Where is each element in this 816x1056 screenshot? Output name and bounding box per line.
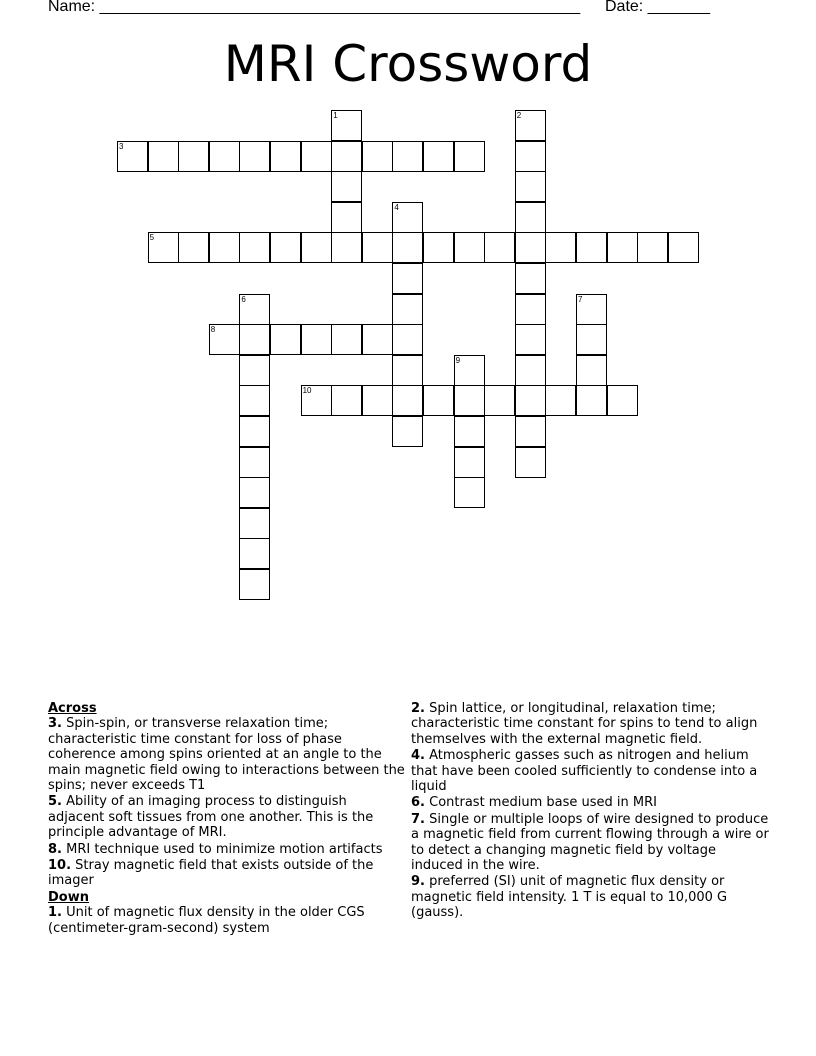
clue-number: 4.: [411, 748, 425, 764]
grid-cell[interactable]: [209, 324, 240, 355]
grid-cell[interactable]: [392, 324, 423, 355]
grid-cell[interactable]: [668, 232, 699, 263]
grid-cell[interactable]: [270, 232, 301, 263]
grid-cell[interactable]: [576, 232, 607, 263]
grid-cell[interactable]: [423, 385, 454, 416]
clue-text: Spin-spin, or transverse relaxation time; characteristic time constant for loss of phase coherence among spins oriented at an angle to the main magnetic field owing to interactions between the spins; never exceeds T1: [48, 716, 405, 794]
grid-cell[interactable]: [515, 141, 546, 172]
grid-cell[interactable]: [301, 141, 332, 172]
grid-cell[interactable]: [392, 416, 423, 447]
grid-cell[interactable]: [515, 263, 546, 294]
grid-cell[interactable]: [392, 202, 423, 233]
grid-cell[interactable]: [178, 232, 209, 263]
grid-cell[interactable]: [515, 171, 546, 202]
grid-cell[interactable]: [515, 355, 546, 386]
grid-cell[interactable]: [392, 263, 423, 294]
clue-down-4: [411, 748, 771, 794]
date-label: Date:: [605, 0, 644, 15]
cell-number: 1: [333, 111, 338, 120]
grid-cell[interactable]: [392, 294, 423, 325]
clue-text: Unit of magnetic flux density in the older CGS (centimeter-gram-second) system: [48, 905, 365, 936]
grid-cell[interactable]: [362, 232, 393, 263]
grid-cell[interactable]: [239, 477, 270, 508]
grid-cell[interactable]: [454, 447, 485, 478]
cell-number: 3: [119, 141, 124, 151]
grid-cell[interactable]: [392, 141, 423, 172]
cell-number: 7: [578, 294, 583, 304]
grid-cell[interactable]: [545, 385, 576, 416]
grid-cell[interactable]: [239, 294, 270, 325]
grid-cell[interactable]: [301, 232, 332, 263]
clues-right-column: [411, 701, 771, 922]
grid-cell[interactable]: [454, 141, 485, 172]
across-heading: Across: [48, 701, 97, 716]
clue-across-3: [48, 716, 406, 793]
grid-cell[interactable]: [331, 385, 362, 416]
clue-number: 2.: [411, 701, 425, 716]
grid-cell[interactable]: [331, 324, 362, 355]
clue-number: 5.: [48, 794, 62, 810]
clue-number: 8.: [48, 841, 62, 857]
clue-text: MRI technique used to minimize motion artifacts: [66, 841, 383, 857]
grid-cell[interactable]: [209, 141, 240, 172]
grid-cell[interactable]: [239, 538, 270, 569]
grid-cell[interactable]: [484, 385, 515, 416]
grid-cell[interactable]: [331, 141, 362, 172]
clue-text: Ability of an imaging process to distinguish adjacent soft tissues from one another. This is the principle advantage of MRI.: [48, 794, 374, 841]
grid-cell[interactable]: [576, 294, 607, 325]
grid-cell[interactable]: [515, 385, 546, 416]
grid-cell[interactable]: [239, 447, 270, 478]
cell-number: 8: [210, 325, 216, 335]
grid-cell[interactable]: [209, 232, 240, 263]
clue-number: 6.: [411, 795, 425, 811]
grid-cell[interactable]: [454, 385, 485, 416]
grid-cell[interactable]: [576, 385, 607, 416]
clue-number: 9.: [411, 874, 425, 890]
clue-text: Contrast medium base used in MRI: [429, 795, 657, 811]
clue-text: preferred (SI) unit of magnetic flux density or magnetic field intensity. 1 T is equal to 10,000 G (gauss).: [411, 874, 728, 921]
clue-text: Spin lattice, or longitudinal, relaxation time; characteristic time constant for spins to tend to align themselves with the external magnetic field.: [411, 701, 758, 747]
grid-cell[interactable]: [607, 232, 638, 263]
grid-cell[interactable]: [576, 355, 607, 386]
clue-down-2: [411, 701, 771, 747]
grid-cell[interactable]: [239, 141, 270, 172]
cell-number: 10: [302, 386, 312, 396]
cell-number: 6: [241, 294, 246, 304]
grid-cell[interactable]: [270, 141, 301, 172]
grid-cell[interactable]: [301, 385, 332, 416]
grid-cell[interactable]: [239, 416, 270, 447]
grid-cell[interactable]: [607, 385, 638, 416]
clue-down-6: [411, 795, 771, 810]
cell-number: 2: [516, 111, 522, 120]
grid-cell[interactable]: [423, 141, 454, 172]
clue-down-7: [411, 812, 771, 874]
clue-text: Atmospheric gasses such as nitrogen and helium that have been cooled sufficiently to condense into a liquid: [411, 748, 758, 795]
grid-cell[interactable]: [515, 294, 546, 325]
date-blank: _______: [647, 0, 710, 15]
cell-number: 5: [149, 233, 155, 243]
name-label: Name:: [48, 0, 96, 15]
grid-cell[interactable]: [239, 232, 270, 263]
clue-across-8: [48, 842, 406, 857]
grid-cell[interactable]: [301, 324, 332, 355]
clue-number: 1.: [48, 905, 62, 921]
grid-cell[interactable]: [392, 385, 423, 416]
grid-cell[interactable]: [362, 385, 393, 416]
grid-cell[interactable]: [454, 232, 485, 263]
grid-cell[interactable]: [331, 232, 362, 263]
grid-cell[interactable]: [148, 141, 179, 172]
clue-down-9: [411, 874, 771, 920]
name-blank: ______________________________________________________: [99, 0, 581, 15]
grid-cell[interactable]: [331, 202, 362, 233]
grid-cell[interactable]: [454, 355, 485, 386]
grid-cell[interactable]: [239, 569, 270, 600]
grid-cell[interactable]: [270, 324, 301, 355]
clue-number: 10.: [48, 858, 72, 874]
grid-cell[interactable]: [331, 110, 362, 141]
cell-number: 4: [394, 202, 399, 212]
page-title: MRI Crossword: [223, 35, 593, 93]
down-heading: Down: [48, 889, 89, 905]
grid-cell[interactable]: [545, 232, 576, 263]
grid-cell[interactable]: [515, 447, 546, 478]
grid-cell[interactable]: [331, 171, 362, 202]
clues-left-column: [48, 701, 406, 937]
clue-down-1: [48, 905, 406, 936]
grid-cell[interactable]: [515, 416, 546, 447]
grid-cell[interactable]: [515, 202, 546, 233]
grid-cell[interactable]: [515, 110, 546, 141]
grid-cell[interactable]: [576, 324, 607, 355]
grid-cell[interactable]: [148, 232, 179, 263]
grid-cell[interactable]: [178, 141, 209, 172]
grid-cell[interactable]: [515, 324, 546, 355]
clue-across-10: [48, 858, 406, 889]
grid-cell[interactable]: [392, 232, 423, 263]
grid-cell[interactable]: [117, 141, 148, 172]
clue-text: Single or multiple loops of wire designed to produce a magnetic field from current flowing through a wire or to detect a changing magnetic field by voltage induced in the wire.: [411, 811, 769, 874]
grid-cell[interactable]: [392, 355, 423, 386]
grid-cell[interactable]: [454, 477, 485, 508]
cell-number: 9: [455, 355, 461, 365]
grid-cell[interactable]: [239, 324, 270, 355]
grid-cell[interactable]: [239, 508, 270, 539]
grid-cell[interactable]: [362, 141, 393, 172]
grid-cell[interactable]: [239, 355, 270, 386]
clue-number: 3.: [48, 716, 62, 732]
grid-cell[interactable]: [484, 232, 515, 263]
clue-across-5: [48, 794, 406, 840]
grid-cell[interactable]: [239, 385, 270, 416]
grid-cell[interactable]: [423, 232, 454, 263]
grid-cell[interactable]: [362, 324, 393, 355]
grid-cell[interactable]: [454, 416, 485, 447]
grid-cell[interactable]: [637, 232, 668, 263]
clue-number: 7.: [411, 811, 425, 827]
grid-cell[interactable]: [515, 232, 546, 263]
clue-text: Stray magnetic field that exists outside of the imager: [48, 858, 374, 889]
